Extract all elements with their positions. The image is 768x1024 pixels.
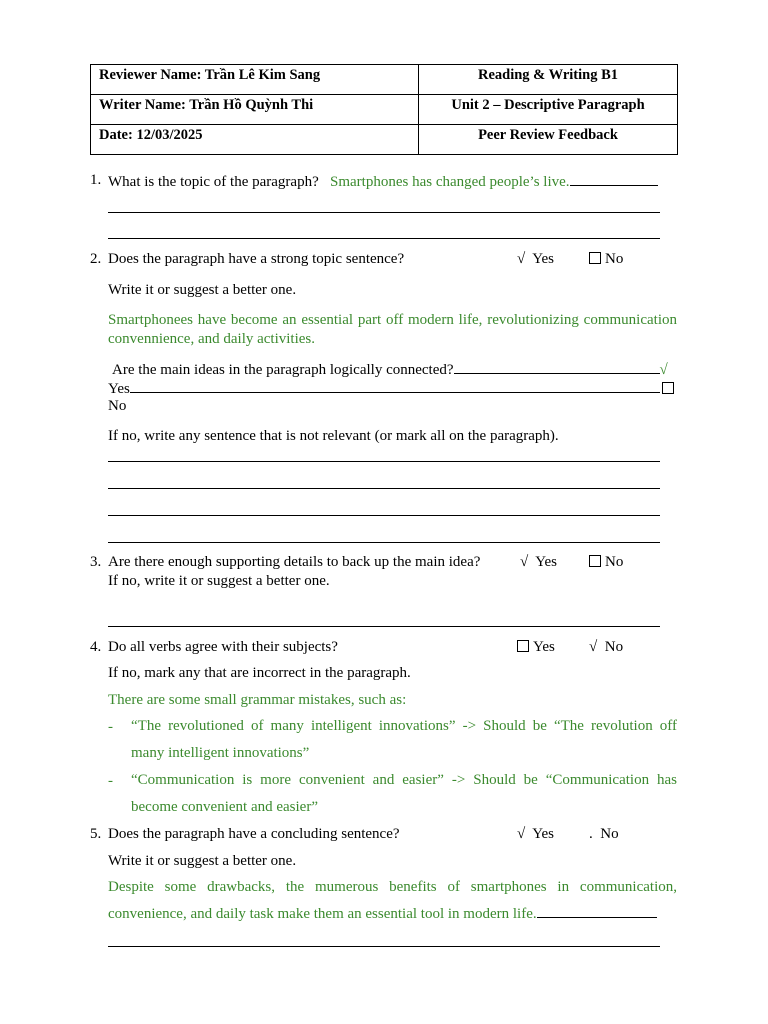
header-table [90, 64, 678, 155]
q2-main-ideas-no: No [108, 398, 127, 414]
q1-text: What is the topic of the paragraph? [108, 174, 319, 190]
q3-line-1[interactable] [108, 626, 660, 627]
q4-if-no: If no, mark any that are incorrect in the paragraph. [108, 665, 411, 681]
unit-name: Unit 2 – Descriptive Paragraph [419, 95, 678, 125]
q2-answer: Smartphonees have become an essential part off modern life, revolutionizing communication convennience, and daily activities. [108, 312, 677, 347]
q2-yes-label: Yes [532, 251, 555, 267]
q5-answer: Despite some drawbacks, the mumerous benefits of smartphones in communication, convenience, and daily task make them an essential tool in modern life. [108, 879, 677, 922]
q5-text: Does the paragraph have a concluding sentence? [108, 826, 400, 842]
q4-no-label: No [604, 639, 624, 655]
q2-line-1[interactable] [108, 461, 660, 462]
q2-prompt: Write it or suggest a better one. [108, 282, 297, 298]
q3-yes-option[interactable] [520, 554, 557, 571]
check-icon: √ [517, 826, 526, 842]
q4-yes-label: Yes [533, 639, 555, 655]
check-icon: √ [517, 251, 526, 267]
check-icon: √ [520, 554, 529, 570]
q1-answer-line[interactable] [570, 172, 658, 186]
q5-prompt: Write it or suggest a better one. [108, 853, 297, 869]
q4-no-option[interactable] [589, 639, 623, 656]
check-icon: √ [589, 639, 598, 655]
q1-question [108, 172, 660, 191]
q4-bullet-1: “The revolutioned of many intelligent innovations” -> Should be “The revolution off many intelligent innovations” [131, 718, 677, 761]
checkbox-icon [589, 252, 601, 264]
q3-no-option[interactable] [589, 554, 623, 571]
checkbox-icon [517, 640, 529, 652]
q1-answer-line-2[interactable] [108, 212, 660, 213]
q4-number: 4. [90, 639, 102, 655]
q4-text: Do all verbs agree with their subjects? [108, 639, 338, 655]
q4-bullet-1-dash: - [108, 719, 113, 735]
course-name: Reading & Writing B1 [419, 65, 678, 95]
reviewer-name: Reviewer Name: Trần Lê Kim Sang [91, 65, 419, 95]
q4-yes-option[interactable] [517, 639, 555, 656]
check-icon: √ [659, 362, 668, 378]
q2-line-3[interactable] [108, 515, 660, 516]
q2-if-no: If no, write any sentence that is not relevant (or mark all on the paragraph). [108, 428, 559, 444]
q2-main-ideas-line[interactable] [454, 360, 660, 374]
q2-no-label: No [605, 251, 624, 267]
q1-number: 1. [90, 172, 102, 188]
q4-intro: There are some small grammar mistakes, such as: [108, 692, 407, 708]
q5-no-option[interactable] [589, 826, 619, 843]
q5-answer-block [108, 874, 677, 928]
q5-line-2[interactable] [108, 946, 660, 947]
q5-answer-line[interactable] [537, 904, 657, 918]
q2-yes-option[interactable] [517, 251, 554, 268]
q2-text: Does the paragraph have a strong topic sentence? [108, 251, 405, 267]
q5-yes-label: Yes [532, 826, 555, 842]
q2-main-ideas-row [112, 360, 668, 379]
q3-yes-label: Yes [535, 554, 558, 570]
q3-if-no: If no, write it or suggest a better one. [108, 573, 330, 589]
q5-yes-option[interactable] [517, 826, 554, 843]
q3-no-label: No [605, 554, 624, 570]
q2-line-4[interactable] [108, 542, 660, 543]
q2-main-ideas-text: Are the main ideas in the paragraph logically connected? [112, 362, 454, 378]
q3-number: 3. [90, 554, 102, 570]
q4-bullet-2: “Communication is more convenient and easier” -> Should be “Communication has become convenient and easier” [131, 772, 677, 815]
q5-number: 5. [90, 826, 102, 842]
q2-number: 2. [90, 251, 102, 267]
q4-bullet-2-dash: - [108, 773, 113, 789]
checkbox-icon[interactable] [662, 382, 674, 394]
review-date: Date: 12/03/2025 [91, 125, 419, 155]
checkbox-icon [589, 555, 601, 567]
writer-name: Writer Name: Trần Hồ Quỳnh Thi [91, 95, 419, 125]
q5-no-dot: . [589, 826, 593, 842]
q3-text: Are there enough supporting details to back up the main idea? [108, 554, 481, 570]
form-title: Peer Review Feedback [419, 125, 678, 155]
q2-line-2[interactable] [108, 488, 660, 489]
q5-no-label: No [600, 826, 619, 842]
q2-main-ideas-yes-line [130, 379, 660, 393]
q1-answer-line-3[interactable] [108, 238, 660, 239]
q1-answer: Smartphones has changed people’s live. [330, 174, 570, 190]
q2-main-ideas-yes-row[interactable] [108, 379, 678, 398]
q2-no-option[interactable] [589, 251, 623, 268]
q2-main-ideas-yes: Yes [108, 381, 130, 397]
